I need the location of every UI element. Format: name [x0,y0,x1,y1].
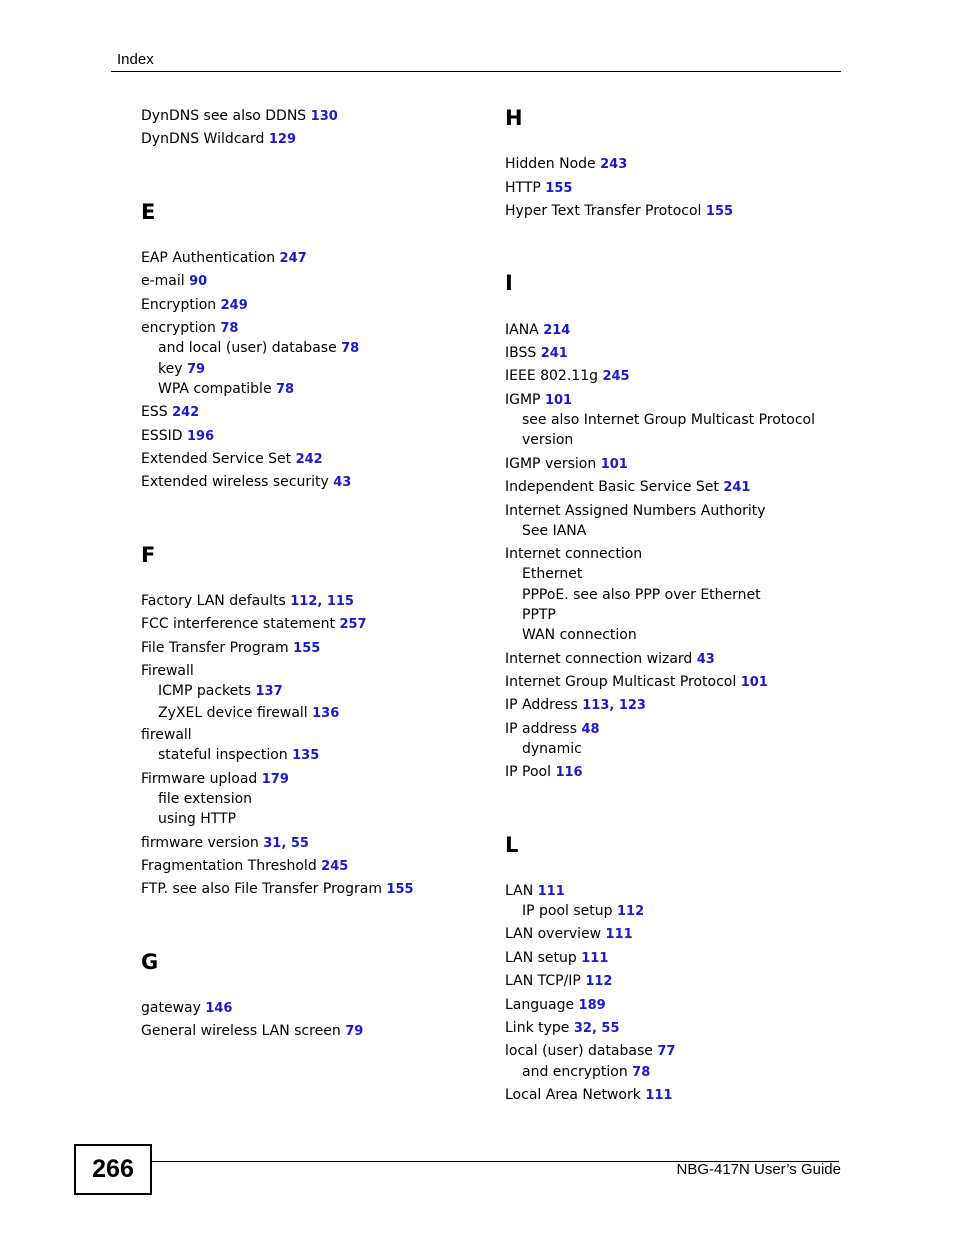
index-entry [505,367,630,386]
page-reference-link[interactable]: 247 [279,251,307,266]
page-reference-link[interactable]: 241 [540,346,568,361]
page-reference-link[interactable]: 130 [310,109,338,124]
index-term: LAN overview [505,926,602,942]
index-entry [505,763,583,782]
page-reference-link[interactable]: 48 [581,722,600,737]
page-reference-link[interactable]: 189 [578,998,606,1013]
index-term: Hidden Node [505,156,596,172]
page-reference-link[interactable]: 78 [220,321,239,336]
index-term: Internet connection [505,546,643,562]
index-term: and encryption [522,1064,628,1080]
index-term: PPTP [522,607,556,623]
index-term: Language [505,997,575,1013]
page-reference-link[interactable]: 136 [312,706,340,721]
index-term: See IANA [522,523,587,539]
index-entry [141,639,320,658]
index-term: Independent Basic Service Set [505,479,719,495]
index-entry [141,662,194,680]
index-subentry [522,902,644,921]
index-subentry [158,380,294,399]
index-term: Link type [505,1020,570,1036]
page-reference-link[interactable]: 101 [740,675,768,690]
page-reference-link[interactable]: 245 [602,369,630,384]
index-entry [505,344,568,363]
index-term: Fragmentation Threshold [141,858,317,874]
index-entry [141,130,296,149]
page-reference-link[interactable]: 55 [290,836,309,851]
index-term: Firmware upload [141,771,258,787]
index-entry [505,925,633,944]
page-reference-link[interactable]: 115 [326,594,354,609]
index-entry [141,272,207,291]
index-entry [141,319,238,338]
index-term: ZyXEL device firewall [158,705,308,721]
index-term: version [522,432,574,448]
index-subentry [522,740,582,758]
header-divider [111,71,841,72]
section-letter: E [141,200,156,224]
index-subentry [522,1063,650,1082]
index-subentry [522,606,556,624]
page-reference-link[interactable]: 243 [600,157,628,172]
index-term: Local Area Network [505,1087,641,1103]
page-reference-link[interactable]: 113 [582,698,610,713]
index-subentry [522,565,582,583]
page-reference-link[interactable]: 111 [537,884,565,899]
index-entry [505,1086,672,1105]
index-term: IP Address [505,697,578,713]
index-term: e-mail [141,273,185,289]
page-reference-link[interactable]: 43 [696,652,715,667]
index-subentry [522,522,586,540]
page-reference-link[interactable]: 179 [261,772,289,787]
page-reference-link[interactable]: 112 [585,974,613,989]
index-entry [141,296,248,315]
index-entry [505,1042,675,1061]
index-term: file extension [158,791,253,807]
page-reference-link[interactable]: 43 [333,475,352,490]
index-subentry [158,682,283,701]
page-reference-link[interactable]: 137 [255,684,283,699]
index-entry [505,650,715,669]
index-entry: firmware version 31, 55 [141,835,309,851]
page-reference-link[interactable]: 112 [617,904,645,919]
page-reference-link[interactable]: 90 [189,274,208,289]
index-term: DynDNS see also DDNS [141,108,307,124]
page-reference-link[interactable]: 146 [205,1001,233,1016]
index-entry [141,107,338,126]
index-term: IP Pool [505,764,551,780]
index-entry [505,202,733,221]
index-term: LAN [505,883,534,899]
index-entry: IP Address 113, 123 [505,697,646,713]
index-entry [505,179,572,198]
index-term: IEEE 802.11g [505,368,598,384]
index-term: IANA [505,322,539,338]
index-term: EAP Authentication [141,250,276,266]
index-entry [141,427,214,446]
page-reference-link[interactable]: 242 [172,405,200,420]
page-reference-link[interactable]: 111 [581,951,609,966]
index-entry [141,615,367,634]
index-entry [141,450,323,469]
page-reference-link[interactable]: 32 [573,1021,592,1036]
index-term: Encryption [141,297,217,313]
index-entry [141,880,414,899]
index-term: File Transfer Program [141,640,289,656]
page-reference-link[interactable]: 257 [339,617,367,632]
index-term: firmware version [141,835,259,851]
index-term: IBSS [505,345,537,361]
index-entry [505,996,606,1015]
index-entry [141,403,199,422]
page-reference-link[interactable]: 129 [268,132,296,147]
page-reference-link[interactable]: 31 [263,836,282,851]
page-reference-link[interactable]: 155 [293,641,321,656]
index-term: encryption [141,320,216,336]
page-reference-link[interactable]: 112 [290,594,318,609]
index-term: ESSID [141,428,183,444]
index-term: Extended wireless security [141,474,329,490]
index-entry [505,391,572,410]
index-entry [141,999,232,1018]
section-letter: F [141,543,156,567]
section-letter: G [141,950,159,974]
index-subentry [522,626,637,644]
index-entry [505,972,612,991]
page-reference-link[interactable]: 78 [276,382,295,397]
index-term: IP pool setup [522,903,613,919]
index-term: using HTTP [158,811,237,827]
index-entry [141,473,351,492]
index-entry: Link type 32, 55 [505,1020,620,1036]
guide-title: NBG-417N User’s Guide [676,1161,841,1178]
index-entry [505,155,627,174]
index-term: IGMP [505,392,541,408]
index-term: stateful inspection [158,747,288,763]
index-subentry [522,586,761,604]
index-term: key [158,361,183,377]
index-entry [505,455,628,474]
index-term: IP address [505,721,578,737]
index-term: Internet Group Multicast Protocol [505,674,737,690]
page-reference-link[interactable]: 101 [600,457,628,472]
index-entry [505,673,768,692]
index-entry [141,249,307,268]
index-term: FTP. see also File Transfer Program [141,881,382,897]
index-entry [505,949,608,968]
page-reference-link[interactable]: 155 [705,204,734,219]
page-reference-link[interactable]: 55 [601,1021,620,1036]
index-subentry [158,810,236,828]
index-term: LAN TCP/IP [505,973,581,989]
page-reference-link[interactable]: 155 [545,181,573,196]
index-term: see also Internet Group Multicast Protocol [522,412,816,428]
index-term: DynDNS Wildcard [141,131,265,147]
page-reference-link[interactable]: 155 [386,882,414,897]
section-letter: L [505,833,519,857]
index-subentry [158,746,319,765]
page-reference-link[interactable]: 135 [292,748,320,763]
index-entry [505,720,600,739]
page-reference-link[interactable]: 241 [723,480,751,495]
page-number: 266 [74,1144,152,1195]
index-term: ESS [141,404,168,420]
index-term: FCC interference statement [141,616,335,632]
index-term: Factory LAN defaults [141,593,286,609]
index-term: IGMP version [505,456,597,472]
index-entry [505,882,565,901]
index-term: firewall [141,727,192,743]
index-entry [141,726,192,744]
page-reference-link[interactable]: 111 [645,1088,673,1103]
index-subentry [158,790,252,808]
index-entry [141,1022,363,1041]
index-term: ICMP packets [158,683,252,699]
page-reference-link[interactable]: 249 [220,298,248,313]
index-term: LAN setup [505,950,577,966]
index-term: Hyper Text Transfer Protocol [505,203,702,219]
page-reference-link[interactable]: 116 [555,765,583,780]
index-term: General wireless LAN screen [141,1023,341,1039]
index-entry [141,770,289,789]
index-subentry [158,360,205,379]
index-term: and local (user) database [158,340,337,356]
index-term: local (user) database [505,1043,653,1059]
index-term: Ethernet [522,566,583,582]
index-term: WAN connection [522,627,637,643]
index-entry [505,478,750,497]
page-reference-link[interactable]: 79 [186,362,206,377]
index-term: Internet Assigned Numbers Authority [505,503,766,519]
page-reference-link[interactable]: 214 [543,323,571,338]
index-entry [505,545,642,563]
index-term: Firewall [141,663,194,679]
index-subentry [522,411,815,429]
page-reference-link[interactable]: 78 [341,341,360,356]
running-header: Index [117,51,154,68]
index-entry [505,321,570,340]
page-reference-link[interactable]: 196 [186,429,215,444]
page-reference-link[interactable]: 111 [605,927,633,942]
page-reference-link[interactable]: 79 [345,1024,364,1039]
index-subentry [522,431,573,449]
page-reference-link[interactable]: 101 [544,393,573,408]
section-letter: I [505,271,513,295]
page-reference-link[interactable]: 78 [632,1065,651,1080]
index-entry [141,857,348,876]
index-entry [505,502,766,520]
index-subentry [158,339,359,358]
index-term: Extended Service Set [141,451,292,467]
index-entry: Factory LAN defaults 112, 115 [141,593,354,609]
index-subentry [158,704,339,723]
index-term: WPA compatible [158,381,272,397]
section-letter: H [505,106,523,130]
index-term: gateway [141,1000,201,1016]
index-term: dynamic [522,741,582,757]
page-reference-link[interactable]: 245 [321,859,349,874]
page-reference-link[interactable]: 77 [657,1044,676,1059]
index-term: PPPoE. see also PPP over Ethernet [522,587,761,603]
page-reference-link[interactable]: 123 [618,698,646,713]
page-reference-link[interactable]: 242 [295,452,323,467]
index-term: HTTP [505,180,541,196]
index-term: Internet connection wizard [505,651,693,667]
